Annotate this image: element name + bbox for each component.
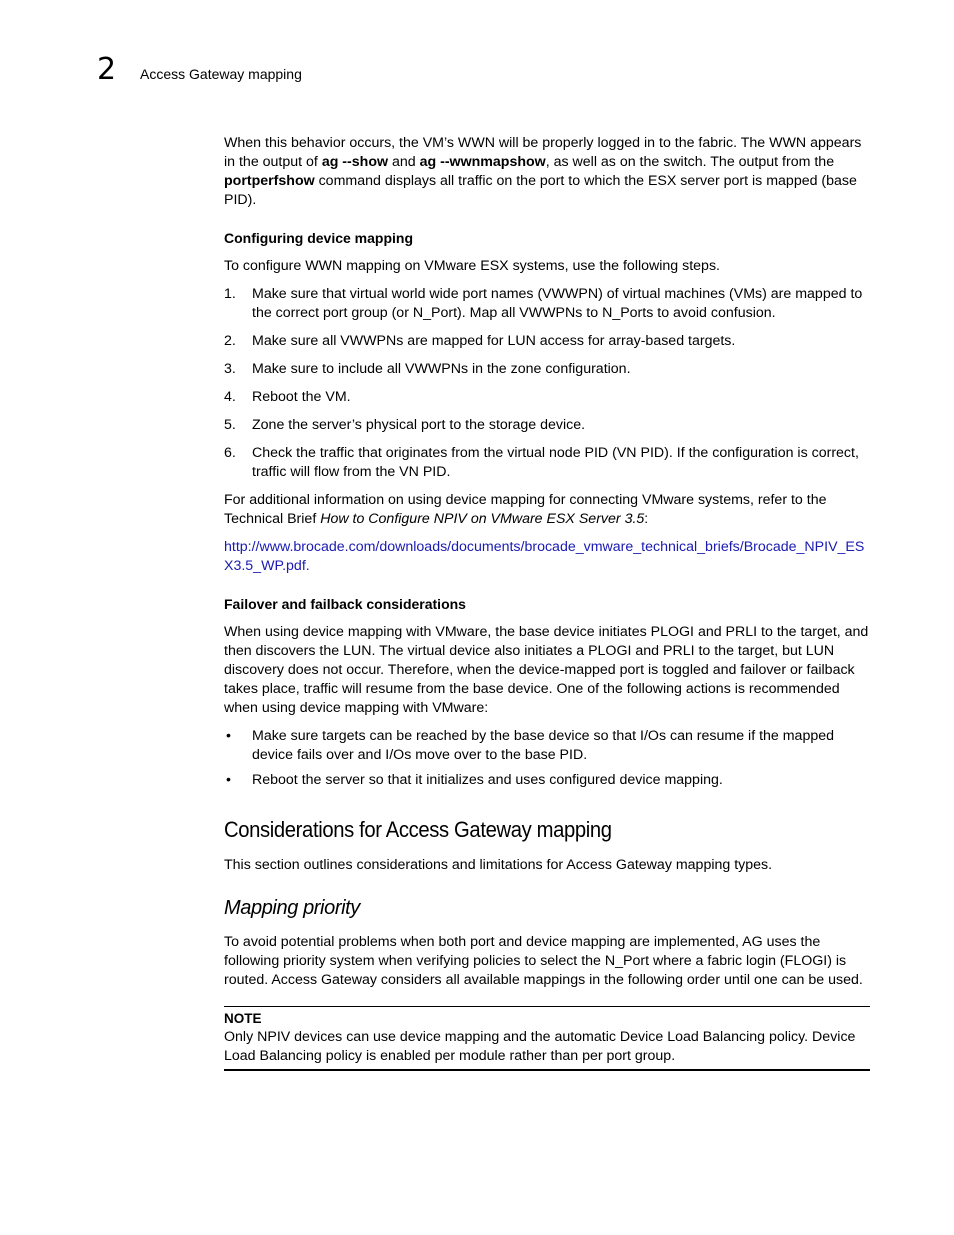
- configuring-device-mapping-heading: Configuring device mapping: [224, 230, 414, 246]
- failover-heading: Failover and failback considerations: [224, 596, 466, 612]
- list-item: • Make sure targets can be reached by the base device so that I/Os can resume if the mapped device fails over and I/Os move over to the base PID.: [226, 728, 835, 763]
- page-content: [224, 134, 870, 1071]
- intro-paragraph: When this behavior occurs, the VM’s WWN will be properly logged in to the fabric. The WWN appears in the output of ag --show and ag --wwnmapshow, as well as on the switch. The output from the portperfshow command displays all traffic on the port to which the ESX server port is mapped (base PID).: [224, 135, 862, 208]
- list-item: 5. Zone the server’s physical port to the storage device.: [224, 417, 586, 433]
- command-portperfshow: portperfshow: [224, 173, 315, 189]
- list-item: 4. Reboot the VM.: [224, 389, 351, 405]
- bullet-icon: •: [226, 728, 231, 744]
- technical-brief-title: How to Configure NPIV on VMware ESX Server 3.5: [320, 511, 645, 527]
- list-item: 1. Make sure that virtual world wide port names (VWWPN) of virtual machines (VMs) are mapped to the correct port group (or N_Port). Map all VWWPNs to N_Ports to avoid confusion.: [224, 286, 863, 321]
- command-ag-wwnmapshow: ag --wwnmapshow: [419, 154, 546, 170]
- failover-paragraph: When using device mapping with VMware, the base device initiates PLOGI and PRLI to the target, and then discovers the LUN. The virtual device also initiates a PLOGI and PRLI to the target, but LUN discovery does not occur. Therefore, when the device-mapped port is toggled and failover or failback takes place, traffic will resume from the base device. One of the following actions is recommended when using device mapping with VMware:: [224, 624, 869, 716]
- config-steps-list: [224, 285, 870, 482]
- configuring-lead: To configure WWN mapping on VMware ESX systems, use the following steps.: [224, 258, 720, 274]
- considerations-paragraph: This section outlines considerations and limitations for Access Gateway mapping types.: [224, 857, 773, 873]
- bullet-icon: •: [226, 772, 231, 788]
- list-item: 2. Make sure all VWWPNs are mapped for LUN access for array-based targets.: [224, 333, 736, 349]
- brocade-npiv-link[interactable]: http://www.brocade.com/downloads/documents/brocade_vmware_technical_briefs/Brocade_NPIV_ESX3.5_WP.pdf.: [224, 539, 865, 574]
- list-item: 6. Check the traffic that originates from the virtual node PID (VN PID). If the configuration is correct, traffic will flow from the VN PID.: [224, 445, 859, 480]
- note-box: [224, 1006, 870, 1071]
- mapping-priority-paragraph: To avoid potential problems when both port and device mapping are implemented, AG uses the following priority system when verifying policies to select the N_Port where a fabric login (FLOGI) is routed. Access Gateway considers all available mappings in the following order until one can be used.: [224, 934, 863, 988]
- failover-bullet-list: [224, 727, 870, 790]
- additional-info-paragraph: For additional information on using device mapping for connecting VMware systems, refer to the Technical Brief How to Configure NPIV on VMware ESX Server 3.5:: [224, 492, 827, 527]
- list-item: • Reboot the server so that it initializes and uses configured device mapping.: [226, 772, 723, 788]
- command-ag-show: ag --show: [321, 154, 389, 170]
- note-text: Only NPIV devices can use device mapping and the automatic Device Load Balancing policy. Device Load Balancing policy is enabled per module rather than per port group.: [224, 1029, 856, 1064]
- chapter-title: Access Gateway mapping: [140, 66, 302, 82]
- note-label: NOTE: [224, 1011, 262, 1026]
- mapping-priority-heading: Mapping priority: [224, 897, 360, 919]
- chapter-number: 2: [97, 52, 117, 87]
- list-item: 3. Make sure to include all VWWPNs in the zone configuration.: [224, 361, 631, 377]
- considerations-heading: Considerations for Access Gateway mapping: [224, 817, 612, 842]
